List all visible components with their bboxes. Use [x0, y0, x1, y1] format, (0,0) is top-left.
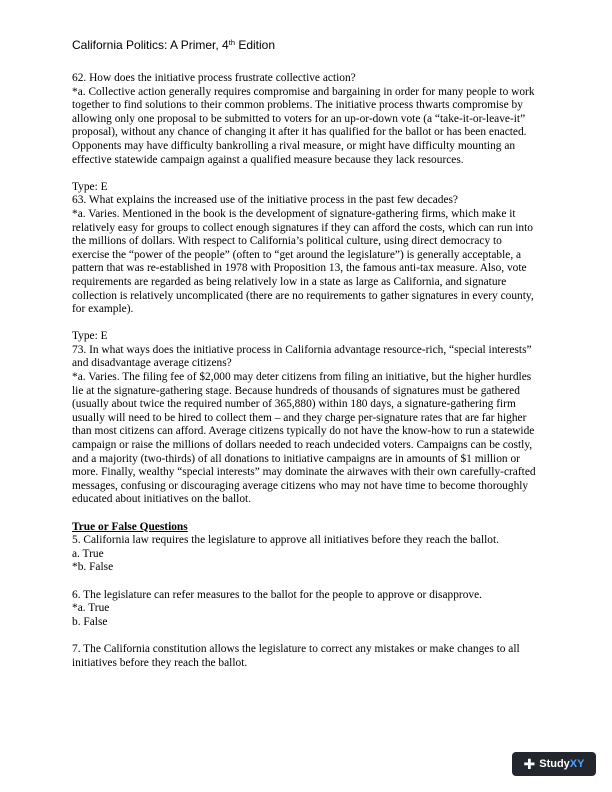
- answer-63: *a. Varies. Mentioned in the book is the development of signature-gathering firms, which make it relatively easy for groups to collect enough signatures if they can afford the costs, which can run into the millions of dollars. With respect to California’s political culture, using direct democracy to exercise the “power of the people” (often to “get around the legislature”) is generally acceptable, a pattern that was re-established in 1978 with Proposition 13, the famous anti-tax measure. Also, vote requirements are regarded as being relatively low in a state as large as California, and signature collection is relatively uncomplicated (there are no requirements to gather signatures in every county, for example).: [72, 207, 534, 316]
- tf-question-5: 5. California law requires the legislature to approve all initiatives before they reach the ballot.: [72, 534, 499, 547]
- tf-5-option-b: *b. False: [72, 561, 114, 574]
- tf-6-option-a: *a. True: [72, 602, 110, 615]
- question-63: 63. What explains the increased use of the initiative process in the past few decades?: [72, 194, 458, 207]
- type-label-73: Type: E: [72, 330, 108, 343]
- tf-5-option-a: a. True: [72, 547, 104, 560]
- header-title-superscript: th: [228, 38, 235, 47]
- header-title-edition: Edition: [235, 38, 276, 52]
- watermark-brand: StudyXY: [539, 758, 585, 770]
- document-body: [72, 72, 540, 670]
- true-false-heading: True or False Questions: [72, 520, 188, 533]
- studyxy-watermark: [512, 752, 596, 776]
- answer-62: *a. Collective action generally requires compromise and bargaining in order for many people to work together to find solutions to their common problems. The initiative process thwarts compromise by allowing only one proposal to be submitted to voters for an up-or-down vote (a “take-it-or-leave-it” proposal), without any chance of changing it after it has qualified for the ballot or has been enacted. Opponents may have difficulty bankrolling a rival measure, or might have difficulty mounting an effective statewide campaign against a qualified measure because they lack resources.: [72, 85, 535, 166]
- tf-question-6: 6. The legislature can refer measures to the ballot for the people to approve or disapprove.: [72, 588, 483, 601]
- tf-question-7: 7. The California constitution allows the legislature to correct any mistakes or make changes to all initiatives before they reach the ballot.: [72, 642, 520, 669]
- header-title: California Politics: A Primer, 4: [72, 38, 229, 52]
- type-label-63: Type: E: [72, 180, 108, 193]
- plus-icon: ✚: [523, 756, 536, 772]
- tf-6-option-b: b. False: [72, 615, 108, 628]
- question-62: 62. How does the initiative process frustrate collective action?: [72, 72, 356, 84]
- page-header: [72, 38, 275, 52]
- answer-73: *a. Varies. The filing fee of $2,000 may deter citizens from filing an initiative, but the higher hurdles lie at the signature-gathering stage. Because hundreds of thousands of signatures must be gathered (usually about twice the required number of 365,880) within 180 days, a signature-gathering firm usually will need to be hired to collect them – and they charge per-signature rates that are far higher than most citizens can afford. Average citizens typically do not have the know-how to run a statewide campaign or raise the millions of dollars needed to reach undecided voters. Campaigns can be costly, and a majority (two-thirds) of all donations to initiative campaigns are in amounts of $1 million or more. Finally, wealthy “special interests” may dominate the airwaves with their own carefully-crafted messages, confusing or discouraging average citizens who may not have time to become thoroughly educated about initiatives on the ballot.: [72, 371, 536, 506]
- question-73: 73. In what ways does the initiative process in California advantage resource-rich, “special interests” and disadvantage average citizens?: [72, 343, 532, 370]
